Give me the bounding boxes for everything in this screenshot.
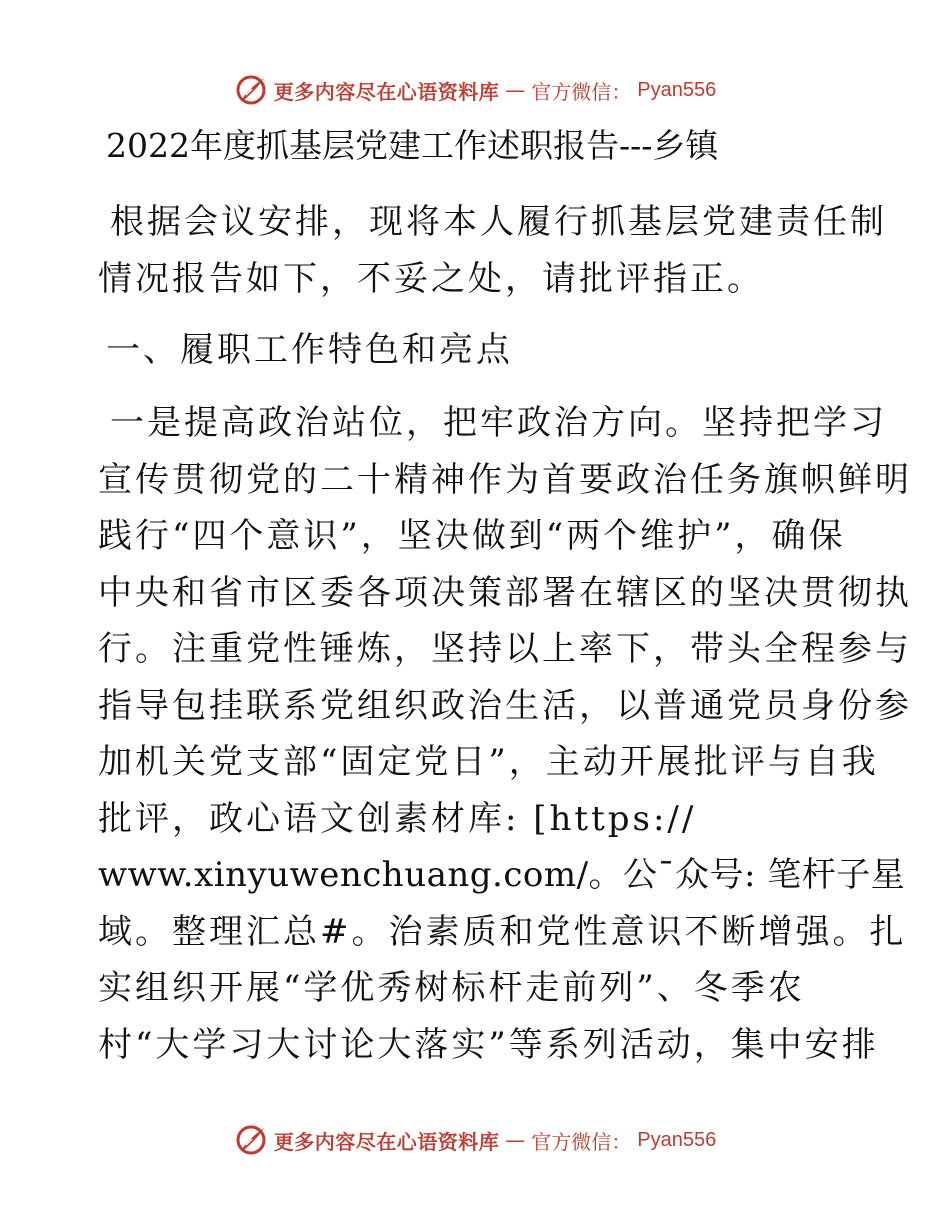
body-line: 批评，政心语文创素材库: [https:// [98,798,697,839]
body-line: 加机关党支部“固定党日”，主动开展批评与自我 [98,742,879,782]
watermark-separator: — [505,78,526,102]
section-heading: 一、履职工作特色和亮点 [106,330,513,370]
watermark-main-text: 更多内容尽在心语资料库 [273,79,500,104]
body-line: 践行“四个意识”，坚决做到“两个维护”，确保 [98,516,846,556]
body-line: 中央和省市区委各项决策部署在辖区的坚决贯彻执 [98,572,912,613]
body-line: 宣传贯彻党的二十精神作为首要政治任务旗帜鲜明 [98,459,912,500]
watermark-wechat-id: Pyan556 [637,78,717,101]
feather-logo-icon [234,73,268,107]
body-line: 一是提高政治站位，把牢政治方向。坚持把学习 [110,403,887,443]
watermark-wechat-id: Pyan556 [637,1128,717,1151]
body-line: 指导包挂联系党组织政治生活，以普通党员身份参 [98,685,912,726]
watermark-separator: — [505,1128,526,1152]
feather-logo-icon [234,1123,268,1157]
document-title: 2022年度抓基层党建工作述职报告---乡镇 [106,126,719,165]
watermark-header [0,70,950,110]
watermark-main-text: 更多内容尽在心语资料库 [273,1129,500,1154]
intro-paragraph [98,194,887,308]
document-body [98,120,912,1073]
body-line: 村“大学习大讨论大落实”等系列活动，集中安排 [98,1024,879,1065]
watermark-wechat-label: 官方微信： [531,1129,632,1154]
intro-line: 根据会议安排，现将本人履行抓基层党建责任制 [110,202,887,242]
watermark-footer [0,1120,950,1160]
watermark-wechat-label: 官方微信： [531,79,632,104]
body-paragraph [98,395,912,1073]
body-line: 实组织开展“学优秀树标杆走前列”、冬季农 [98,968,805,1008]
intro-line: 情况报告如下，不妥之处，请批评指正。 [98,259,764,299]
body-line: www.xinyuwenchuang.com/。公¯众号: 笔杆子星 [98,855,906,895]
body-line: 域。整理汇总#。治素质和党性意识不断增强。扎 [98,911,907,952]
body-line: 行。注重党性锤炼，坚持以上率下，带头全程参与 [98,629,912,669]
